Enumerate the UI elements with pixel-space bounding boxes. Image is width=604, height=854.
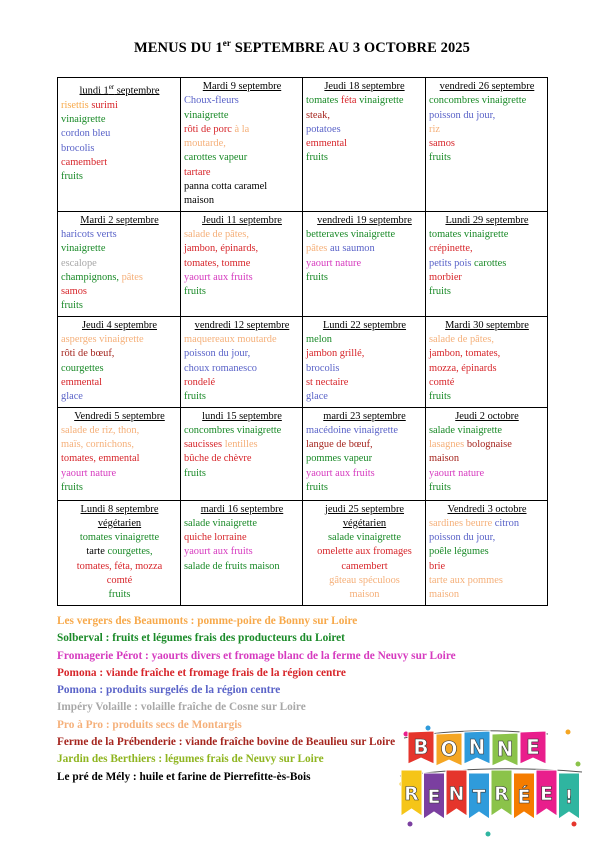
menu-item: yaourt nature — [61, 467, 117, 479]
menu-item: tomates, tomme — [184, 257, 251, 269]
menu-item: panna cotta caramel — [184, 181, 268, 193]
day-heading: lundi 1er septembre — [79, 83, 160, 97]
menu-item: tomates féta vinaigrette — [306, 95, 404, 107]
menu-item: vinaigrette — [184, 109, 229, 121]
supplier-line: Les vergers des Beaumonts : pomme-poire de Bonny sur Loire — [57, 615, 358, 627]
menu-item: yaourt aux fruits — [184, 271, 253, 283]
menu-day-cell — [426, 407, 548, 500]
menu-week-row — [58, 211, 548, 316]
menu-item: Choux-fleurs — [184, 95, 239, 107]
menu-item: moutarde, — [184, 138, 226, 150]
menu-item: risettis surimi — [61, 99, 118, 111]
menu-item: jambon grillé, — [306, 348, 365, 360]
menu-day-cell — [58, 407, 181, 500]
menu-item: pâtes au saumon — [306, 243, 375, 255]
supplier-line: Fromagerie Pérot : yaourts divers et fromage blanc de la ferme de Neuvy sur Loire — [57, 649, 456, 662]
menu-day-cell — [426, 500, 548, 605]
menu-item: fruits — [429, 391, 451, 403]
menu-item: jambon, épinards, — [184, 243, 259, 255]
banner-flag — [424, 773, 445, 819]
banner-flag — [401, 770, 422, 816]
banner-flag — [491, 770, 512, 816]
day-heading: lundi 15 septembre — [202, 410, 282, 422]
banner-flag — [492, 733, 518, 766]
menu-item: yaourt aux fruits — [306, 467, 375, 479]
vegetarian-label: végétarien — [342, 517, 387, 529]
menu-item: betteraves vinaigrette — [306, 228, 396, 240]
menu-day-cell — [181, 78, 303, 212]
menu-item: tartare — [184, 166, 211, 178]
menu-item: asperges vinaigrette — [61, 334, 144, 346]
menu-week-row — [58, 407, 548, 500]
banner-letter: N — [468, 735, 486, 759]
menu-item: concombres vinaigrette — [429, 95, 527, 107]
day-heading: vendredi 19 septembre — [317, 214, 412, 226]
supplier-line: Pomona : produits surgelés de la région centre — [57, 684, 281, 697]
menu-item: fruits — [184, 286, 206, 298]
menu-item: poêle légumes — [429, 546, 489, 558]
supplier-line: Solberval : fruits et légumes frais des producteurs du Loiret — [57, 632, 345, 645]
menu-week-row — [58, 316, 548, 407]
menu-item: samos — [61, 286, 87, 298]
menu-item: fruits — [184, 467, 206, 479]
menu-item: emmental — [306, 138, 347, 150]
day-heading: Jeudi 4 septembre — [81, 319, 158, 331]
menu-item: riz — [429, 123, 440, 135]
menu-item: steak, — [306, 109, 330, 121]
menu-item: courgettes — [61, 362, 104, 374]
menu-item: saucisses lentilles — [184, 439, 258, 451]
menu-item: poisson du jour, — [184, 348, 251, 360]
menu-item: glace — [61, 391, 83, 403]
menu-table — [57, 77, 548, 606]
day-heading: Lundi 29 septembre — [445, 214, 529, 226]
menu-item: vinaigrette — [61, 114, 106, 126]
menu-item: fruits — [306, 271, 328, 283]
menu-item: st nectaire — [306, 376, 349, 388]
day-heading: Mardi 30 septembre — [445, 319, 529, 331]
menu-item: langue de bœuf, — [306, 439, 373, 451]
banner-flag — [436, 733, 462, 766]
menu-item: comté — [429, 376, 455, 388]
menu-item: yaourt nature — [306, 257, 362, 269]
banner-flag — [408, 731, 434, 764]
day-heading: mardi 23 septembre — [323, 410, 406, 422]
menu-item: rôti de porc à la — [184, 123, 250, 135]
menu-day-cell — [426, 78, 548, 212]
menu-item: cordon bleu — [61, 128, 111, 140]
menu-day-cell — [426, 211, 548, 316]
menu-item: fruits — [429, 286, 451, 298]
menu-item: brie — [429, 560, 446, 572]
menu-item: tarte aux pommes — [429, 575, 503, 587]
menu-day-cell — [58, 500, 181, 605]
menu-item: rondelé — [184, 376, 216, 388]
banner-letter: É — [517, 786, 531, 808]
menu-item: fruits — [61, 482, 83, 494]
confetti-dot — [572, 822, 577, 827]
vegetarian-label: végétarien — [97, 517, 142, 529]
menu-day-cell — [58, 316, 181, 407]
menu-item: concombres vinaigrette — [184, 424, 282, 436]
day-heading: Mardi 2 septembre — [80, 214, 159, 226]
menu-day-cell — [303, 211, 426, 316]
menu-item: vinaigrette — [61, 243, 106, 255]
menu-item: brocolis — [61, 142, 95, 154]
menu-item: quiche lorraine — [184, 532, 247, 544]
menu-item: yaourt nature — [429, 467, 485, 479]
banner-flag — [536, 770, 557, 816]
menu-item: salade vinaigrette — [429, 424, 502, 436]
menu-item: maison — [429, 453, 460, 465]
menu-item: mozza, épinards — [429, 362, 497, 374]
day-heading: Mardi 9 septembre — [202, 81, 282, 92]
menu-item: escalope — [61, 257, 97, 269]
banner-letter: N — [448, 783, 465, 805]
menu-item: omelette aux fromages — [317, 546, 412, 558]
menu-item: haricots verts — [61, 228, 117, 240]
menu-item: potatoes — [306, 123, 341, 135]
menu-day-cell — [303, 316, 426, 407]
day-heading: Jeudi 11 septembre — [202, 214, 282, 226]
menu-item: maïs, cornichons, — [61, 439, 135, 451]
menu-item: salade de fruits maison — [184, 560, 280, 572]
banner-flag — [520, 731, 546, 764]
day-heading: vendredi 26 septembre — [439, 81, 535, 92]
menu-week-row — [58, 78, 548, 212]
banner-letter: B — [413, 735, 429, 759]
menu-item: fruits — [108, 589, 131, 601]
menu-item: sardines beurre citron — [429, 517, 520, 529]
day-heading: mardi 16 septembre — [200, 503, 284, 515]
menu-item: maison — [184, 195, 215, 207]
day-heading: Vendredi 3 octobre — [447, 503, 527, 515]
banner-flag — [514, 773, 535, 819]
banner-letter: R — [494, 783, 509, 805]
menu-item: crépinette, — [429, 243, 473, 255]
day-heading: Lundi 8 septembre — [80, 503, 159, 515]
menu-item: salade vinaigrette — [328, 532, 401, 544]
day-heading: Jeudi 18 septembre — [324, 81, 405, 92]
menu-item: camembert — [61, 156, 108, 168]
menu-item: salade de pâtes, — [184, 228, 249, 240]
confetti-dot — [486, 832, 491, 837]
menu-item: melon — [306, 334, 332, 346]
menu-item: comté — [106, 575, 133, 587]
menu-item: salade de pâtes, — [429, 334, 494, 346]
banner-letter: E — [427, 786, 441, 808]
menu-day-cell — [303, 407, 426, 500]
menu-item: petits pois carottes — [429, 257, 507, 269]
banner-flag — [559, 773, 580, 819]
menu-item: salade vinaigrette — [184, 517, 257, 529]
menu-item: fruits — [61, 300, 83, 312]
menu-item: morbier — [429, 271, 462, 283]
day-heading: vendredi 12 septembre — [194, 319, 290, 331]
day-heading: Vendredi 5 septembre — [74, 410, 165, 422]
banner-letter: R — [404, 783, 419, 805]
menu-item: pommes vapeur — [306, 453, 373, 465]
menu-item: macédoine vinaigrette — [306, 424, 399, 436]
menu-item: poisson du jour, — [429, 532, 496, 544]
day-heading: Lundi 22 septembre — [322, 319, 407, 331]
confetti-dot — [566, 730, 571, 735]
banner-letter: T — [472, 786, 486, 808]
bonne-rentree-banner — [398, 724, 584, 838]
banner-letter: O — [440, 737, 458, 761]
supplier-line: Pomona : viande fraîche et fromage frais de la région centre — [57, 666, 346, 679]
day-heading: Jeudi 2 octobre — [455, 410, 519, 422]
menu-day-cell — [181, 500, 303, 605]
menu-item: samos — [429, 138, 455, 150]
menu-item: tomates, féta, mozza — [76, 560, 163, 572]
menu-item: fruits — [306, 482, 328, 494]
menu-item: tomates vinaigrette — [429, 228, 509, 240]
menu-day-cell — [426, 316, 548, 407]
menu-item: brocolis — [306, 362, 340, 374]
supplier-line: Impéry Volaille : volaille fraîche de Cosne sur Loire — [57, 701, 306, 714]
menu-item: tomates vinaigrette — [79, 532, 160, 544]
page-title: MENUS DU 1er SEPTEMBRE AU 3 OCTOBRE 2025 — [133, 38, 471, 56]
supplier-line: Pro à Pro : produits secs de Montargis — [57, 718, 242, 731]
confetti-dot — [576, 762, 581, 767]
banner-flag — [464, 731, 490, 764]
menu-item: carottes vapeur — [184, 152, 248, 164]
day-heading: jeudi 25 septembre — [324, 503, 405, 515]
menu-item: maison — [349, 589, 380, 601]
suppliers-legend — [57, 613, 456, 786]
menu-item: bûche de chèvre — [184, 453, 252, 465]
menu-item: lasagnes bolognaise — [429, 439, 512, 451]
banner-letter: ! — [564, 786, 574, 808]
menu-day-cell — [181, 316, 303, 407]
menu-item: salade de riz, thon, — [61, 424, 140, 436]
banner-letter: N — [496, 737, 514, 761]
menu-item: fruits — [184, 391, 206, 403]
supplier-line: Jardin des Berthiers : légumes frais de Neuvy sur Loire — [57, 753, 324, 766]
menu-item: camembert — [341, 560, 388, 572]
menu-week-row — [58, 500, 548, 605]
menu-item: maison — [429, 589, 460, 601]
confetti-dot — [426, 726, 431, 731]
banner-flag — [446, 770, 467, 816]
supplier-line: Le pré de Mély : huile et farine de Pierrefitte-ès-Bois — [57, 770, 311, 783]
menu-item: jambon, tomates, — [429, 348, 501, 360]
menu-item: tarte courgettes, — [86, 546, 153, 558]
menu-item: maquereaux moutarde — [184, 334, 277, 346]
menu-item: fruits — [429, 482, 451, 494]
menu-item: glace — [306, 391, 328, 403]
menu-item: fruits — [61, 171, 83, 183]
menu-item: fruits — [306, 152, 328, 164]
menu-item: tomates, emmental — [61, 453, 140, 465]
menu-item: fruits — [429, 152, 451, 164]
menu-item: choux romanesco — [184, 362, 257, 374]
menu-day-cell — [181, 211, 303, 316]
menu-item: poisson du jour, — [429, 109, 496, 121]
banner-flag — [469, 773, 490, 819]
menu-day-cell — [303, 500, 426, 605]
menu-day-cell — [303, 78, 426, 212]
menu-item: emmental — [61, 376, 102, 388]
supplier-line: Ferme de la Prébenderie : viande fraîche bovine de Beaulieu sur Loire — [57, 736, 396, 749]
menu-item: champignons, pâtes — [61, 271, 143, 283]
menu-item: yaourt aux fruits — [184, 546, 253, 558]
menu-day-cell — [58, 211, 181, 316]
banner-letter: E — [540, 783, 553, 805]
menu-item: rôti de bœuf, — [61, 348, 115, 360]
menu-item: gâteau spéculoos — [329, 575, 400, 587]
confetti-dot — [408, 822, 413, 827]
menu-day-cell — [181, 407, 303, 500]
banner-letter: E — [526, 735, 540, 759]
menu-day-cell — [58, 78, 181, 212]
